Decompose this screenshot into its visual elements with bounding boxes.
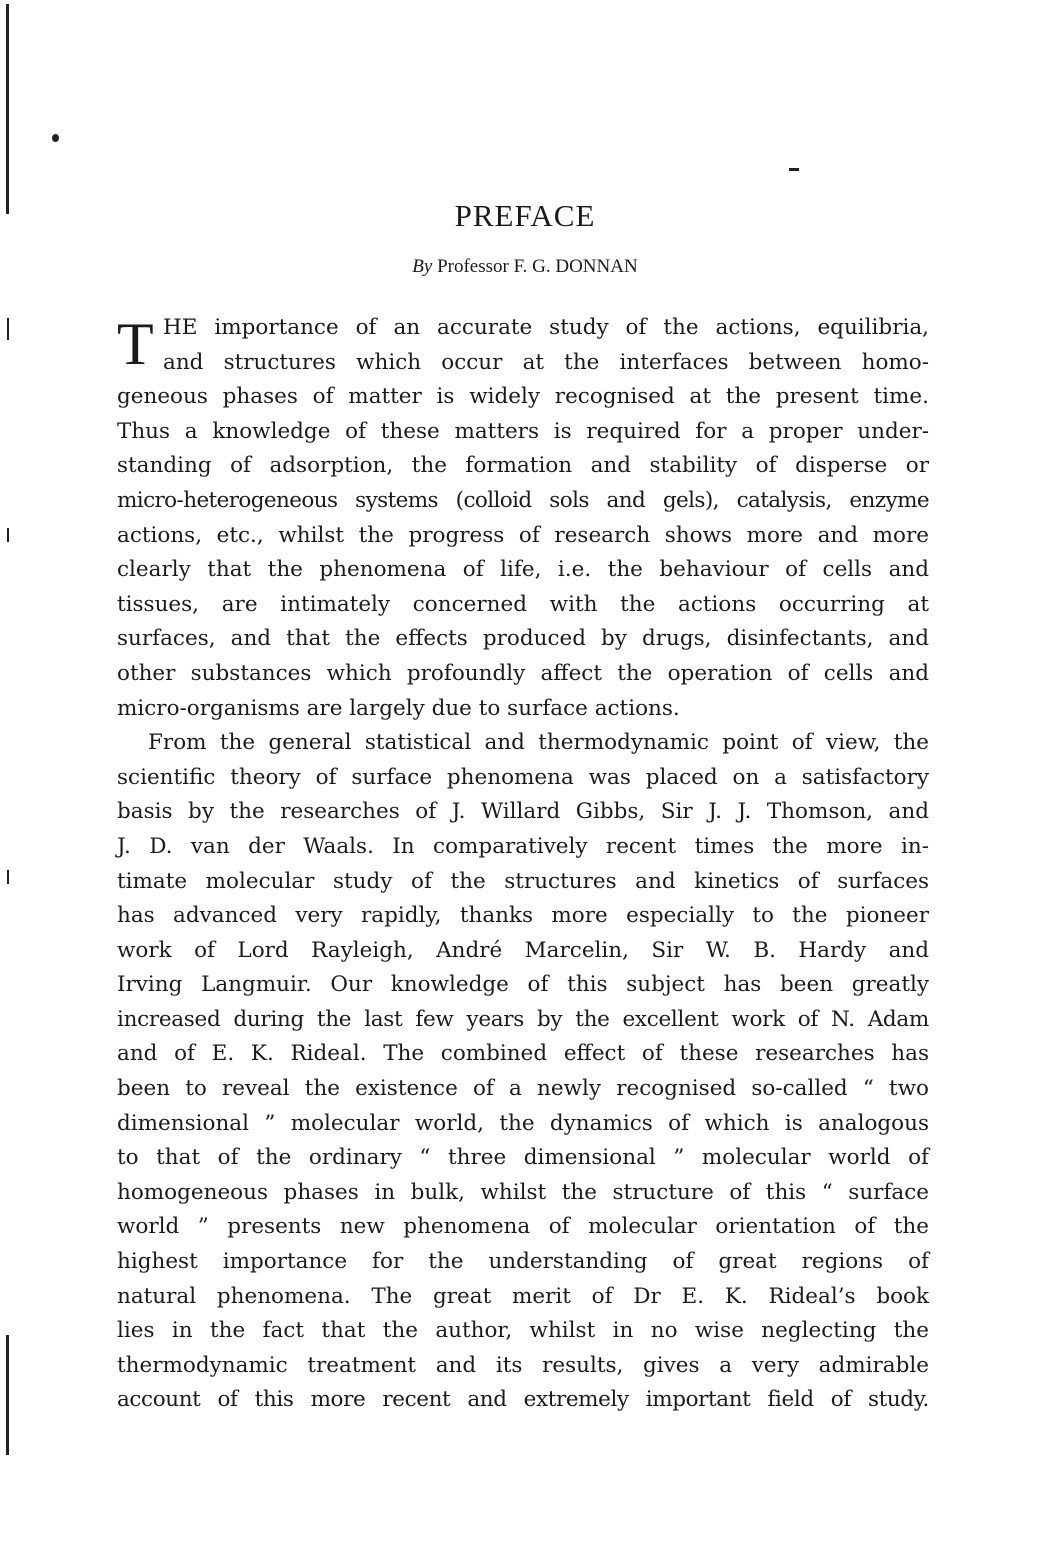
text-line: has advanced very rapidly, thanks more especially to the pioneer bbox=[117, 903, 929, 929]
text-line: micro-organisms are largely due to surface actions. bbox=[117, 695, 680, 721]
scan-edge-mark bbox=[6, 4, 9, 214]
text-line: highest importance for the understanding of great regions of bbox=[117, 1249, 929, 1275]
byline-author: Professor F. G. DONNAN bbox=[437, 256, 638, 277]
text-line: Irving Langmuir. Our knowledge of this subject has been greatly bbox=[117, 972, 929, 998]
text-line: Thus a knowledge of these matters is required for a proper under- bbox=[117, 418, 929, 444]
text-line: increased during the last few years by the excellent work of N. Adam bbox=[117, 1006, 929, 1032]
text-line: micro-heterogeneous systems (colloid sols and gels), catalysis, enzyme bbox=[117, 487, 929, 513]
text-line: From the general statistical and thermodynamic point of view, the bbox=[148, 730, 929, 756]
text-line: scientific theory of surface phenomena was placed on a satisfactory bbox=[117, 764, 929, 790]
scan-dot bbox=[52, 134, 59, 142]
text-line: homogeneous phases in bulk, whilst the structure of this “ surface bbox=[117, 1179, 929, 1205]
text-line: account of this more recent and extremely important field of study. bbox=[117, 1387, 929, 1413]
text-line: world ” presents new phenomena of molecular orientation of the bbox=[117, 1214, 929, 1240]
text-line: T HE importance of an accurate study of the actions, equilibria, bbox=[117, 311, 929, 377]
text-line: timate molecular study of the structures and kinetics of surfaces bbox=[117, 868, 929, 894]
text-line: thermodynamic treatment and its results, gives a very admirable bbox=[117, 1352, 929, 1378]
text-line: dimensional ” molecular world, the dynamics of which is analogous bbox=[117, 1110, 929, 1136]
text-line: been to reveal the existence of a newly recognised so-called “ two bbox=[117, 1076, 929, 1102]
scan-edge-mark bbox=[7, 528, 9, 542]
text-line: and structures which occur at the interfaces between homo- bbox=[163, 349, 929, 375]
scan-edge-mark bbox=[7, 870, 9, 884]
text-line: J. D. van der Waals. In comparatively recent times the more in- bbox=[117, 833, 929, 859]
text-line: lies in the fact that the author, whilst in no wise neglecting the bbox=[117, 1318, 929, 1344]
page-title: PREFACE bbox=[454, 198, 596, 233]
text-line: basis by the researches of J. Willard Gibbs, Sir J. J. Thomson, and bbox=[117, 799, 929, 825]
preface-body bbox=[117, 311, 929, 1418]
byline bbox=[0, 256, 1050, 278]
text-line: to that of the ordinary “ three dimensional ” molecular world of bbox=[117, 1145, 929, 1171]
text-line: tissues, are intimately concerned with the actions occurring at bbox=[117, 591, 929, 617]
scan-edge-mark bbox=[6, 1335, 9, 1455]
text-line: surfaces, and that the effects produced by drugs, disinfectants, and bbox=[117, 626, 929, 652]
text-line: natural phenomena. The great merit of Dr E. K. Rideal’s book bbox=[117, 1283, 929, 1309]
text-line: standing of adsorption, the formation and stability of disperse or bbox=[117, 453, 929, 479]
text-line: geneous phases of matter is widely recognised at the present time. bbox=[117, 384, 929, 410]
text-line: clearly that the phenomena of life, i.e. the behaviour of cells and bbox=[117, 557, 929, 583]
text-line: other substances which profoundly affect the operation of cells and bbox=[117, 660, 929, 686]
text-line: work of Lord Rayleigh, André Marcelin, Sir W. B. Hardy and bbox=[117, 937, 929, 963]
text-line: actions, etc., whilst the progress of research shows more and more bbox=[117, 522, 929, 548]
scan-dot bbox=[789, 168, 799, 171]
drop-cap: T bbox=[117, 311, 154, 377]
byline-prefix: By bbox=[412, 256, 433, 277]
scan-edge-mark bbox=[7, 318, 9, 340]
text-line: and of E. K. Rideal. The combined effect of these researches has bbox=[117, 1041, 929, 1067]
